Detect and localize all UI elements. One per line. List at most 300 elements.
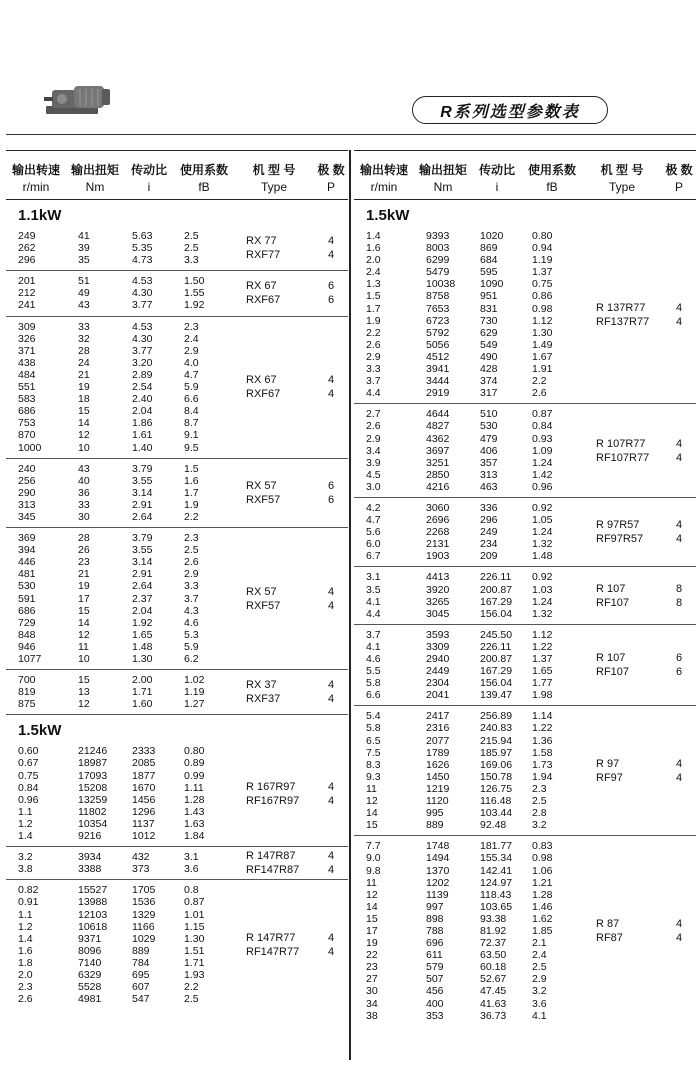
speed-cell: 201 [18, 275, 36, 288]
pole-count-value: 4 [675, 519, 683, 532]
pole-count-value: 4 [675, 451, 683, 464]
model-type-label: R 147R87 [246, 850, 296, 863]
ratio-cell: 432 [132, 851, 150, 864]
ratio-cell: 2.91 [132, 498, 153, 511]
ratio-cell: 1.60 [132, 698, 153, 711]
ratio-cell: 126.75 [480, 782, 513, 795]
service-factor-cell: 0.98 [532, 852, 553, 865]
torque-cell: 1626 [426, 758, 450, 771]
model-type-label: RX 57 [246, 479, 277, 492]
speed-cell: 7.7 [366, 840, 381, 853]
ratio-cell: 4.53 [132, 275, 153, 288]
table-row [6, 357, 348, 369]
model-type-label: RXF57 [246, 599, 281, 612]
table-row [6, 617, 348, 629]
speed-cell: 1000 [18, 441, 42, 454]
service-factor-cell: 2.2 [184, 510, 199, 523]
speed-cell: 686 [18, 604, 36, 617]
left-table [6, 150, 348, 1009]
table-row [6, 556, 348, 568]
service-factor-cell: 1.91 [532, 363, 553, 376]
table-row [6, 757, 348, 769]
ratio-cell: 607 [132, 981, 150, 994]
ratio-cell: 124.97 [480, 876, 513, 889]
torque-cell: 995 [426, 807, 444, 820]
pole-count [662, 651, 696, 679]
torque-cell: 10354 [78, 817, 108, 830]
table-row [354, 877, 696, 889]
ratio-cell: 3.77 [132, 344, 153, 357]
model-group [6, 847, 348, 880]
column-units-row [354, 180, 696, 194]
speed-cell: 3.7 [366, 628, 381, 641]
speed-cell: 1.1 [18, 908, 33, 921]
service-factor-cell: 1.15 [184, 920, 205, 933]
torque-cell: 1120 [426, 795, 449, 808]
model-type-label: RF147R77 [246, 945, 300, 958]
ratio-cell: 1705 [132, 884, 156, 897]
torque-cell: 17093 [78, 769, 108, 782]
torque-cell: 2316 [426, 722, 450, 735]
speed-cell: 14 [366, 807, 378, 820]
service-factor-cell: 0.84 [532, 420, 553, 433]
service-factor-cell: 2.5 [184, 544, 199, 557]
torque-cell: 17 [78, 592, 90, 605]
service-factor-cell: 1.50 [184, 275, 205, 288]
speed-cell: 4.5 [366, 468, 381, 481]
torque-cell: 32 [78, 332, 90, 345]
speed-cell: 38 [366, 1009, 378, 1022]
torque-cell: 19 [78, 580, 90, 593]
service-factor-cell: 0.99 [184, 769, 205, 782]
pole-count-value: 4 [675, 757, 683, 770]
speed-cell: 875 [18, 698, 36, 711]
speed-cell: 313 [18, 498, 36, 511]
model-type-label: RX 67 [246, 280, 277, 293]
ratio-cell: 3.55 [132, 474, 153, 487]
torque-cell: 4216 [426, 480, 450, 493]
torque-cell: 3934 [78, 851, 102, 864]
service-factor-cell: 1.48 [532, 550, 553, 563]
ratio-cell: 41.63 [480, 997, 507, 1010]
torque-cell: 18987 [78, 757, 108, 770]
ratio-cell: 2.04 [132, 405, 153, 418]
column-unit: Type [608, 180, 635, 194]
torque-cell: 3309 [426, 640, 450, 653]
model-type-label: RXF67 [246, 294, 281, 307]
ratio-cell: 1137 [132, 817, 155, 830]
torque-cell: 4981 [78, 993, 102, 1006]
torque-cell: 15208 [78, 781, 108, 794]
ratio-cell: 93.38 [480, 912, 507, 925]
service-factor-cell: 1.22 [532, 640, 553, 653]
torque-cell: 898 [426, 912, 444, 925]
torque-cell: 6329 [78, 968, 102, 981]
torque-cell: 1450 [426, 770, 450, 783]
speed-cell: 262 [18, 242, 36, 255]
pole-count [662, 301, 696, 329]
speed-cell: 3.9 [366, 456, 381, 469]
speed-cell: 2.6 [18, 993, 33, 1006]
ratio-cell: 357 [480, 456, 498, 469]
model-type-label: R 97R57 [596, 519, 640, 532]
service-factor-cell: 1.14 [532, 710, 553, 723]
speed-cell: 6.0 [366, 538, 381, 551]
ratio-cell: 200.87 [480, 653, 513, 665]
model-group [6, 459, 348, 528]
table-row [354, 278, 696, 290]
table-row [354, 998, 696, 1010]
torque-cell: 39 [78, 242, 90, 255]
speed-cell: 848 [18, 628, 36, 641]
table-row [354, 949, 696, 961]
speed-cell: 4.4 [366, 607, 381, 620]
ratio-cell: 3.20 [132, 356, 153, 369]
torque-cell: 3920 [426, 583, 450, 596]
torque-cell: 5479 [426, 266, 450, 279]
torque-cell: 30 [78, 510, 90, 523]
speed-cell: 1.8 [18, 956, 33, 969]
table-row [354, 735, 696, 747]
model-type [582, 651, 662, 679]
speed-cell: 5.6 [366, 526, 381, 539]
ratio-cell: 3.77 [132, 299, 153, 312]
torque-cell: 2940 [426, 653, 450, 665]
page-title: R系列选型参数表 [412, 96, 608, 124]
ratio-cell: 1020 [480, 230, 504, 242]
ratio-cell: 2.91 [132, 568, 153, 581]
column-name: 使用系数 [179, 163, 228, 177]
torque-cell: 3045 [426, 607, 450, 620]
speed-cell: 1.7 [366, 302, 381, 315]
ratio-cell: 1.48 [132, 640, 153, 653]
torque-cell: 13 [78, 686, 90, 699]
torque-cell: 2696 [426, 514, 450, 527]
ratio-cell: 428 [480, 363, 498, 376]
speed-cell: 1.3 [366, 278, 381, 291]
torque-cell: 28 [78, 532, 90, 545]
service-factor-cell: 1.30 [532, 326, 553, 339]
model-type-label: RX 57 [246, 585, 277, 598]
torque-cell: 4413 [426, 571, 450, 584]
model-group [354, 706, 696, 836]
pole-count [662, 582, 696, 610]
service-factor-cell: 3.6 [184, 863, 199, 876]
table-row [6, 511, 348, 523]
ratio-cell: 784 [132, 956, 150, 969]
service-factor-cell: 1.67 [532, 350, 553, 363]
ratio-cell: 245.50 [480, 628, 513, 641]
speed-cell: 700 [18, 674, 36, 687]
pole-count-value: 4 [327, 374, 335, 387]
service-factor-cell: 1.85 [532, 924, 553, 937]
table-row [354, 889, 696, 901]
service-factor-cell: 1.84 [184, 830, 205, 843]
torque-cell: 21 [78, 568, 90, 581]
torque-cell: 7653 [426, 302, 450, 315]
speed-cell: 0.60 [18, 745, 39, 758]
model-type [582, 518, 662, 546]
ratio-cell: 684 [480, 254, 498, 267]
service-factor-cell: 4.6 [184, 616, 199, 629]
ratio-cell: 52.67 [480, 973, 507, 986]
speed-cell: 17 [366, 924, 378, 937]
service-factor-cell: 1.05 [532, 514, 553, 527]
speed-cell: 11 [366, 782, 377, 795]
torque-cell: 2268 [426, 526, 450, 539]
torque-cell: 8096 [78, 944, 102, 957]
table-row [354, 852, 696, 864]
ratio-cell: 1329 [132, 908, 156, 921]
table-row [354, 1010, 696, 1022]
service-factor-cell: 1.36 [532, 734, 553, 747]
service-factor-cell: 1.42 [532, 468, 553, 481]
torque-cell: 10 [78, 653, 90, 665]
service-factor-cell: 2.5 [184, 993, 199, 1006]
service-factor-cell: 3.7 [184, 592, 199, 605]
table-row [6, 429, 348, 441]
service-factor-cell: 6.6 [184, 393, 199, 406]
service-factor-cell: 1.24 [532, 595, 553, 608]
column-name: 传动比 [478, 163, 515, 177]
ratio-cell: 549 [480, 338, 498, 351]
speed-cell: 290 [18, 486, 36, 499]
ratio-cell: 72.37 [480, 937, 507, 950]
service-factor-cell: 1.19 [532, 254, 553, 267]
table-row [6, 568, 348, 580]
table-row [6, 333, 348, 345]
table-row [6, 641, 348, 653]
ratio-cell: 2.40 [132, 393, 153, 406]
torque-cell: 4362 [426, 432, 450, 445]
service-factor-cell: 1.28 [532, 888, 553, 901]
service-factor-cell: 1.30 [184, 932, 205, 945]
service-factor-cell: 1.37 [532, 266, 553, 279]
table-row [354, 961, 696, 973]
model-type-label: RF137R77 [596, 315, 650, 328]
speed-cell: 0.84 [18, 781, 39, 794]
column-unit: fB [198, 180, 210, 194]
service-factor-cell: 1.12 [532, 314, 553, 327]
table-row [6, 884, 348, 896]
table-row [6, 969, 348, 981]
ratio-cell: 4.30 [132, 332, 153, 345]
pole-count-value: 6 [675, 666, 683, 679]
column-unit: P [674, 180, 683, 194]
service-factor-cell: 1.49 [532, 338, 553, 351]
ratio-cell: 313 [480, 468, 498, 481]
ratio-cell: 695 [132, 968, 150, 981]
table-row [354, 710, 696, 722]
service-factor-cell: 1.19 [184, 686, 205, 699]
speed-cell: 212 [18, 287, 36, 300]
model-type-label: RF107 [596, 596, 630, 609]
column-name: 机 型 号 [252, 163, 296, 177]
service-factor-cell: 3.3 [184, 580, 199, 593]
torque-cell: 18 [78, 393, 90, 406]
torque-cell: 1139 [426, 888, 449, 901]
speed-cell: 819 [18, 686, 36, 699]
speed-cell: 1.9 [366, 314, 381, 327]
service-factor-cell: 8.4 [184, 405, 199, 418]
service-factor-cell: 1.22 [532, 722, 553, 735]
service-factor-cell: 2.3 [184, 532, 199, 545]
column-name: 极 数 [665, 163, 693, 177]
speed-cell: 729 [18, 616, 36, 629]
model-type [234, 479, 314, 507]
service-factor-cell: 1.37 [532, 653, 553, 665]
column-name: 机 型 号 [600, 163, 644, 177]
service-factor-cell: 0.87 [532, 408, 553, 421]
pole-count [662, 757, 696, 785]
pole-count-value: 4 [327, 931, 335, 944]
model-group [6, 317, 348, 459]
pole-count [662, 437, 696, 465]
service-factor-cell: 0.89 [184, 757, 205, 770]
torque-cell: 4512 [426, 350, 450, 363]
torque-cell: 9393 [426, 230, 450, 242]
speed-cell: 446 [18, 556, 36, 569]
torque-cell: 400 [426, 997, 444, 1010]
service-factor-cell: 1.11 [184, 781, 204, 794]
service-factor-cell: 4.7 [184, 368, 199, 381]
service-factor-cell: 9.1 [184, 429, 199, 442]
model-type-label: RF97 [596, 771, 623, 784]
speed-cell: 27 [366, 973, 378, 986]
model-type [582, 437, 662, 465]
speed-cell: 9.3 [366, 770, 381, 783]
table-row [354, 689, 696, 701]
ratio-cell: 1.40 [132, 441, 153, 454]
pole-count [314, 678, 348, 706]
column-name: 极 数 [317, 163, 345, 177]
column-names-row [6, 161, 348, 178]
speed-cell: 3.7 [366, 375, 381, 388]
torque-cell: 1903 [426, 550, 450, 563]
ratio-cell: 2.64 [132, 510, 153, 523]
pole-count-value: 4 [675, 932, 683, 945]
speed-cell: 2.3 [18, 981, 33, 994]
table-row [6, 981, 348, 993]
ratio-cell: 60.18 [480, 961, 507, 974]
pole-count-value: 6 [675, 652, 683, 665]
table-row [6, 830, 348, 842]
torque-cell: 1370 [426, 864, 450, 877]
model-group [354, 836, 696, 1025]
power-section-title: 1.1kW [18, 207, 62, 224]
service-factor-cell: 2.3 [532, 782, 547, 795]
torque-cell: 788 [426, 924, 444, 937]
speed-cell: 1.5 [366, 290, 381, 303]
ratio-cell: 831 [480, 302, 498, 315]
speed-cell: 870 [18, 429, 36, 442]
speed-cell: 369 [18, 532, 36, 545]
ratio-cell: 1670 [132, 781, 156, 794]
model-type [582, 301, 662, 329]
header-rule [6, 134, 696, 135]
service-factor-cell: 0.96 [532, 480, 553, 493]
ratio-cell: 118.43 [480, 888, 512, 901]
ratio-cell: 629 [480, 326, 498, 339]
pole-count-value: 4 [327, 864, 335, 877]
ratio-cell: 1090 [480, 278, 504, 291]
pole-count [314, 373, 348, 401]
table-row [6, 909, 348, 921]
model-type [234, 585, 314, 613]
ratio-cell: 2.00 [132, 674, 153, 687]
speed-cell: 23 [366, 961, 378, 974]
speed-cell: 296 [18, 254, 36, 267]
service-factor-cell: 4.1 [532, 1009, 547, 1022]
ratio-cell: 490 [480, 350, 498, 363]
speed-cell: 9.8 [366, 864, 381, 877]
table-row [354, 408, 696, 420]
model-type-label: R 137R77 [596, 301, 646, 314]
service-factor-cell: 1.9 [184, 498, 199, 511]
torque-cell: 3251 [426, 456, 450, 469]
model-type-label: RX 67 [246, 374, 277, 387]
torque-cell: 696 [426, 937, 444, 950]
column-unit: fB [546, 180, 558, 194]
service-factor-cell: 1.21 [532, 876, 553, 889]
table-row [6, 993, 348, 1005]
model-type [234, 849, 314, 877]
speed-cell: 241 [18, 299, 36, 312]
service-factor-cell: 1.93 [184, 968, 205, 981]
model-type-label: RF87 [596, 932, 623, 945]
ratio-cell: 155.34 [480, 852, 513, 865]
table-row [354, 481, 696, 493]
service-factor-cell: 3.2 [532, 819, 547, 832]
torque-cell: 2041 [426, 689, 450, 702]
torque-cell: 8758 [426, 290, 450, 303]
torque-cell: 11802 [78, 805, 107, 818]
table-row [6, 345, 348, 357]
model-type-label: R 107 [596, 652, 626, 665]
model-type-label: R 97 [596, 757, 620, 770]
ratio-cell: 2.37 [132, 592, 153, 605]
column-unit: Type [260, 180, 287, 194]
table-row [354, 375, 696, 387]
service-factor-cell: 5.3 [184, 628, 199, 641]
speed-cell: 3.3 [366, 363, 381, 376]
column-unit: i [495, 180, 499, 194]
service-factor-cell: 0.98 [532, 302, 553, 315]
ratio-cell: 317 [480, 387, 498, 400]
service-factor-cell: 1.32 [532, 607, 553, 620]
pole-count-value: 8 [675, 596, 683, 609]
ratio-cell: 1877 [132, 769, 156, 782]
service-factor-cell: 3.1 [184, 851, 199, 864]
ratio-cell: 2.89 [132, 368, 153, 381]
ratio-cell: 2.54 [132, 381, 153, 394]
table-row [354, 819, 696, 831]
ratio-cell: 951 [480, 290, 498, 303]
speed-cell: 583 [18, 393, 36, 406]
speed-cell: 1.6 [366, 242, 381, 255]
speed-cell: 1.4 [18, 932, 33, 945]
torque-cell: 12 [78, 429, 90, 442]
speed-cell: 12 [366, 888, 378, 901]
pole-count-value: 6 [327, 294, 335, 307]
model-group [354, 567, 696, 624]
service-factor-cell: 2.5 [532, 795, 547, 808]
service-factor-cell: 3.2 [532, 985, 547, 998]
column-names-row [354, 161, 696, 178]
speed-cell: 753 [18, 417, 36, 430]
table-row [6, 405, 348, 417]
ratio-cell: 1.71 [132, 686, 153, 699]
